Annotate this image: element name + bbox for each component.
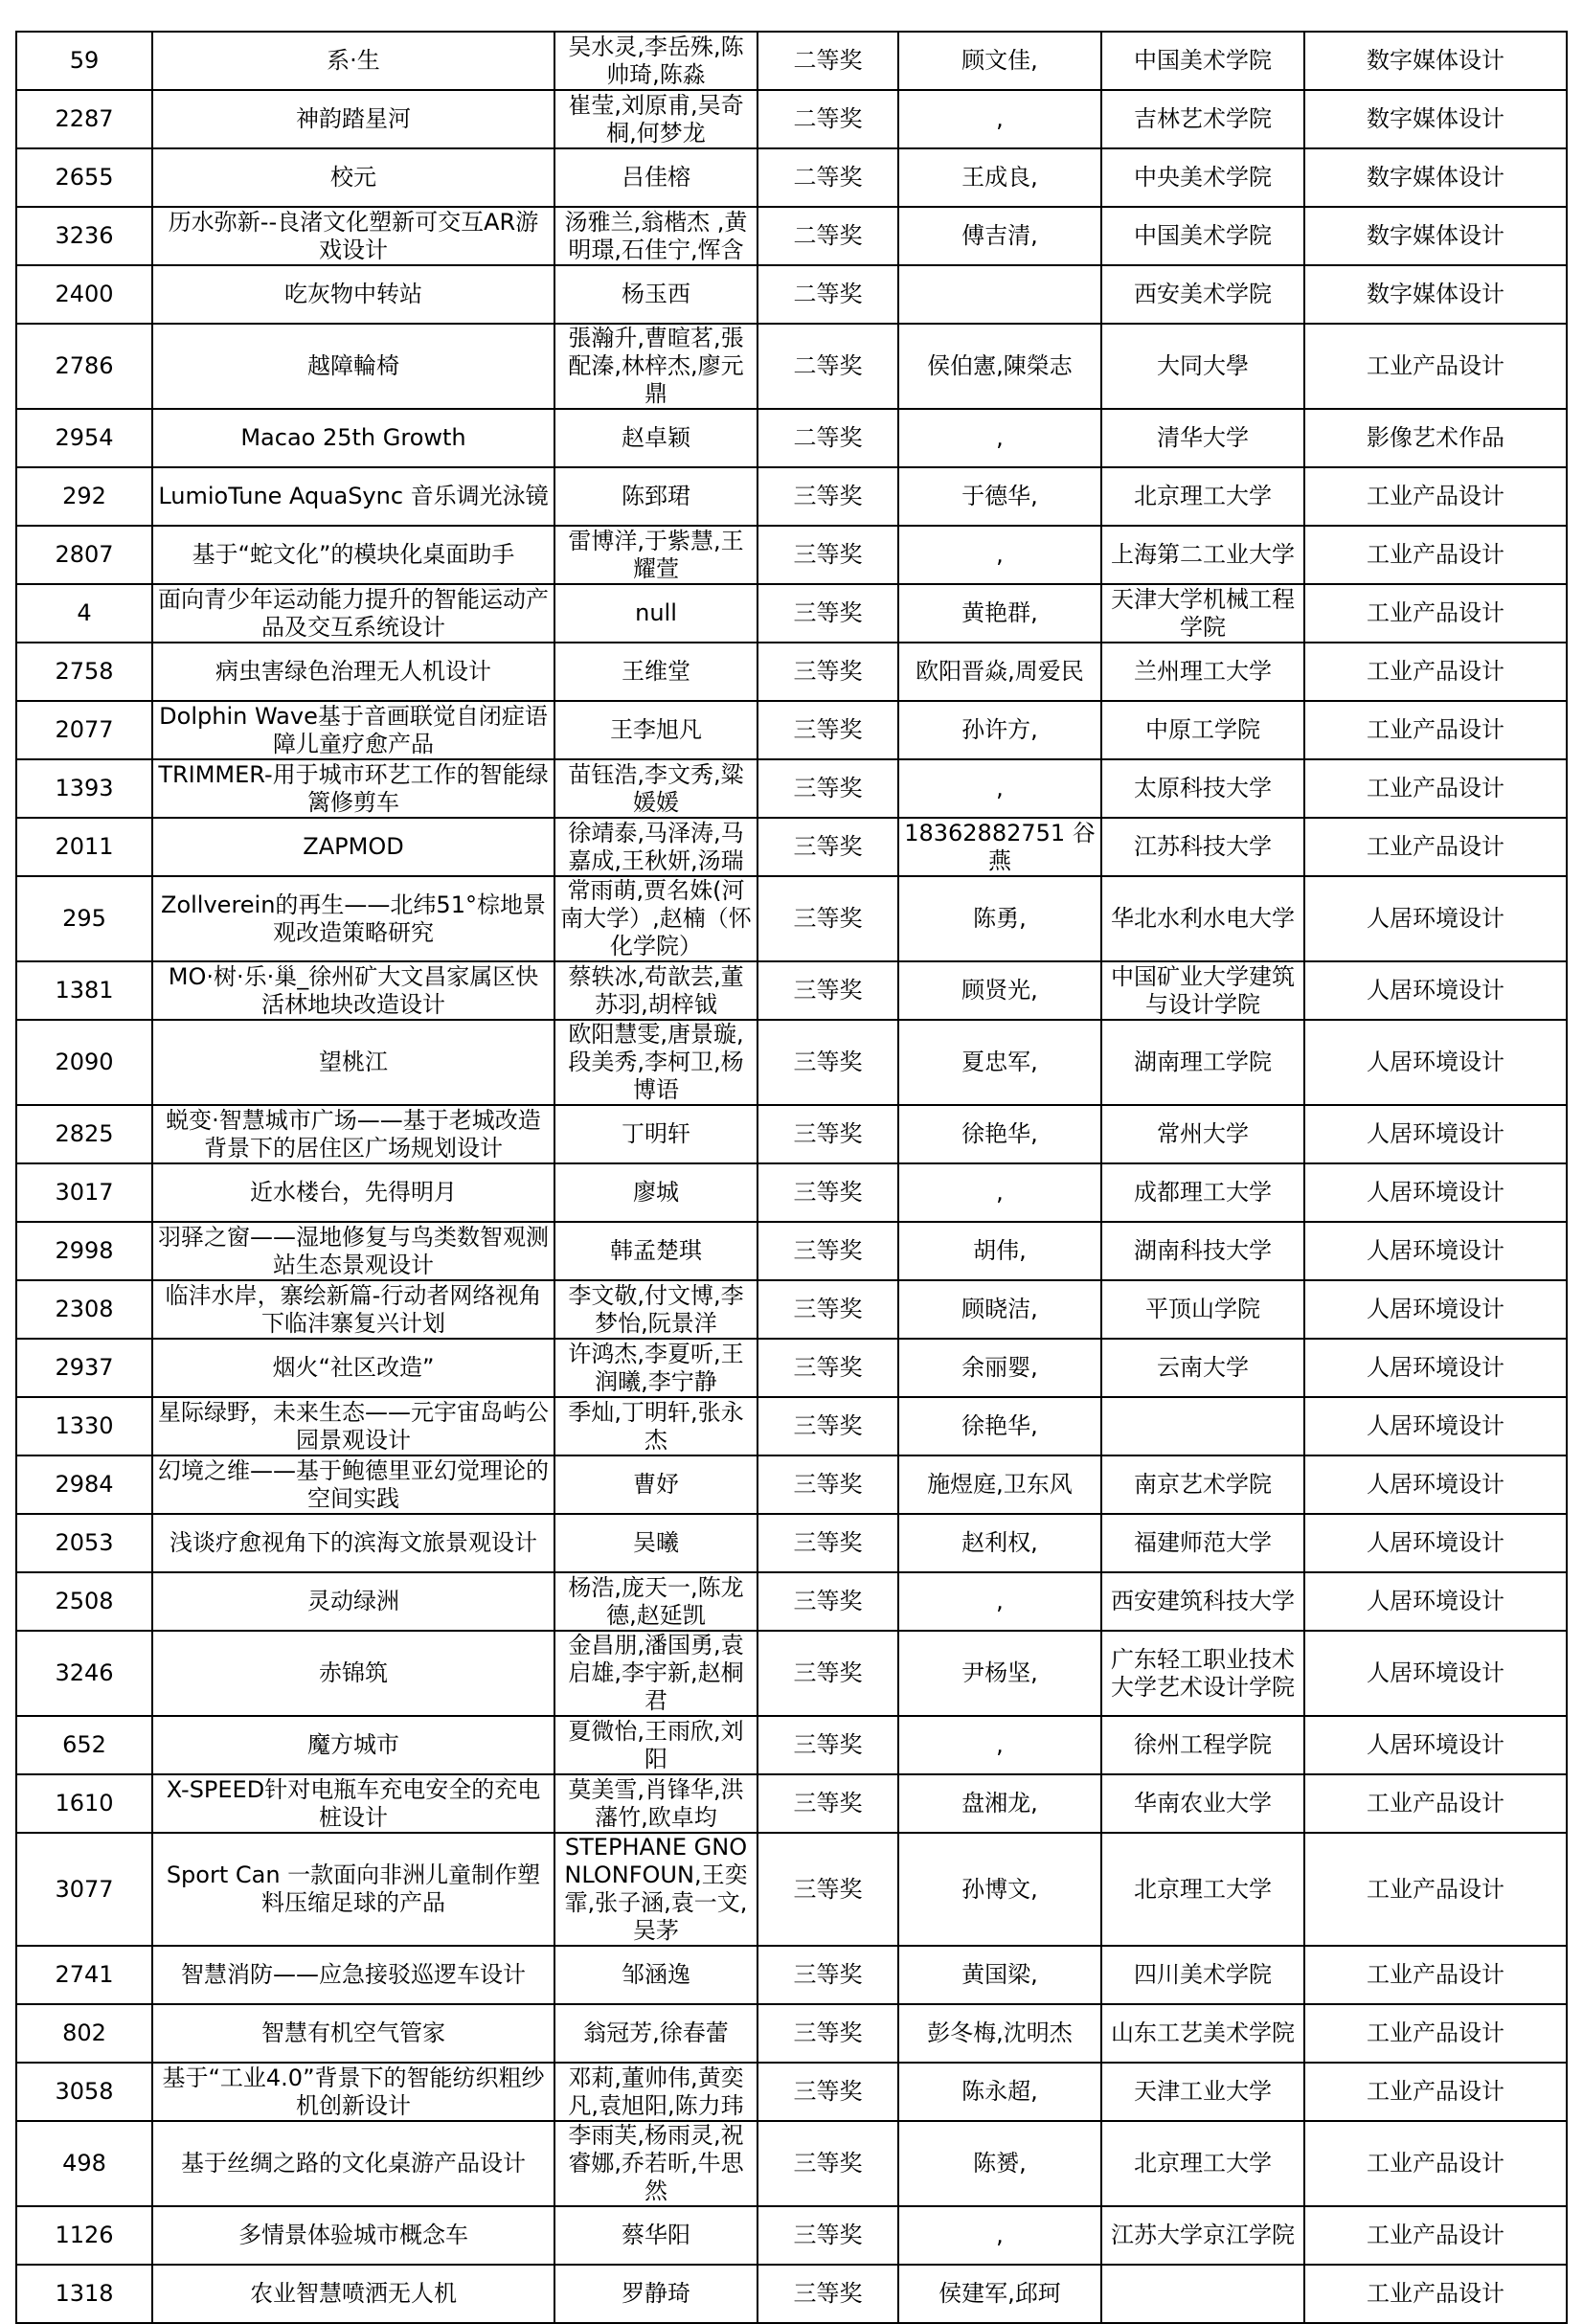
advisor-cell: 盘湘龙, xyxy=(898,1774,1101,1833)
school-cell: 福建师范大学 xyxy=(1101,1514,1304,1572)
school-cell: 南京艺术学院 xyxy=(1101,1455,1304,1514)
work-title-cell: 星际绿野，未来生态——元宇宙岛屿公园景观设计 xyxy=(152,1397,554,1455)
school-cell: 中原工学院 xyxy=(1101,701,1304,759)
table-row xyxy=(16,876,1567,961)
award-level-cell: 三等奖 xyxy=(758,1455,898,1514)
award-level-cell: 三等奖 xyxy=(758,1631,898,1716)
advisor-cell: 孙博文, xyxy=(898,1833,1101,1946)
school-cell: 常州大学 xyxy=(1101,1105,1304,1163)
entry-id-cell: 2758 xyxy=(16,643,152,701)
table-row xyxy=(16,1280,1567,1339)
advisor-cell: 侯伯憲,陳榮志 xyxy=(898,324,1101,409)
advisor-cell: 于德华, xyxy=(898,467,1101,526)
category-cell: 工业产品设计 xyxy=(1304,2265,1567,2323)
school-cell: 湖南科技大学 xyxy=(1101,1222,1304,1280)
table-row xyxy=(16,1774,1567,1833)
entry-id-cell: 2937 xyxy=(16,1339,152,1397)
work-title-cell: 近水楼台，先得明月 xyxy=(152,1163,554,1222)
table-row xyxy=(16,1455,1567,1514)
table-row xyxy=(16,467,1567,526)
school-cell: 西安建筑科技大学 xyxy=(1101,1572,1304,1631)
entry-id-cell: 652 xyxy=(16,1716,152,1774)
category-cell: 数字媒体设计 xyxy=(1304,265,1567,324)
team-members-cell: 廖城 xyxy=(554,1163,758,1222)
category-cell: 工业产品设计 xyxy=(1304,701,1567,759)
work-title-cell: 蜕变·智慧城市广场——基于老城改造背景下的居住区广场规划设计 xyxy=(152,1105,554,1163)
table-row xyxy=(16,1514,1567,1572)
work-title-cell: 灵动绿洲 xyxy=(152,1572,554,1631)
school-cell: 北京理工大学 xyxy=(1101,1833,1304,1946)
category-cell: 人居环境设计 xyxy=(1304,1514,1567,1572)
category-cell: 工业产品设计 xyxy=(1304,1946,1567,2004)
table-row xyxy=(16,1946,1567,2004)
award-level-cell: 二等奖 xyxy=(758,148,898,207)
advisor-cell: 黄艳群, xyxy=(898,584,1101,643)
table-row xyxy=(16,265,1567,324)
school-cell: 江苏大学京江学院 xyxy=(1101,2206,1304,2265)
entry-id-cell: 3017 xyxy=(16,1163,152,1222)
category-cell: 数字媒体设计 xyxy=(1304,148,1567,207)
work-title-cell: 基于“蛇文化”的模块化桌面助手 xyxy=(152,526,554,584)
category-cell: 人居环境设计 xyxy=(1304,1572,1567,1631)
category-cell: 工业产品设计 xyxy=(1304,2063,1567,2121)
entry-id-cell: 2508 xyxy=(16,1572,152,1631)
work-title-cell: X-SPEED针对电瓶车充电安全的充电桩设计 xyxy=(152,1774,554,1833)
advisor-cell: 顾晓洁, xyxy=(898,1280,1101,1339)
entry-id-cell: 2786 xyxy=(16,324,152,409)
award-level-cell: 三等奖 xyxy=(758,2004,898,2063)
award-level-cell: 二等奖 xyxy=(758,265,898,324)
school-cell: 湖南理工学院 xyxy=(1101,1020,1304,1105)
team-members-cell: 莫美雪,肖锋华,洪藩竹,欧卓均 xyxy=(554,1774,758,1833)
table-row xyxy=(16,818,1567,876)
advisor-cell: 顾文佳, xyxy=(898,32,1101,90)
entry-id-cell: 2998 xyxy=(16,1222,152,1280)
table-row xyxy=(16,2004,1567,2063)
advisor-cell: 徐艳华, xyxy=(898,1105,1101,1163)
work-title-cell: 基于丝绸之路的文化桌游产品设计 xyxy=(152,2121,554,2206)
award-level-cell: 二等奖 xyxy=(758,207,898,265)
category-cell: 人居环境设计 xyxy=(1304,961,1567,1020)
table-row xyxy=(16,207,1567,265)
entry-id-cell: 498 xyxy=(16,2121,152,2206)
school-cell: 天津大学机械工程学院 xyxy=(1101,584,1304,643)
advisor-cell: 傅吉清, xyxy=(898,207,1101,265)
table-row xyxy=(16,1020,1567,1105)
category-cell: 工业产品设计 xyxy=(1304,2121,1567,2206)
category-cell: 数字媒体设计 xyxy=(1304,90,1567,148)
team-members-cell: 曹妤 xyxy=(554,1455,758,1514)
table-row xyxy=(16,1631,1567,1716)
school-cell: 中国美术学院 xyxy=(1101,207,1304,265)
school-cell xyxy=(1101,2265,1304,2323)
award-level-cell: 三等奖 xyxy=(758,2265,898,2323)
table-body xyxy=(16,32,1567,2323)
category-cell: 工业产品设计 xyxy=(1304,324,1567,409)
work-title-cell: 农业智慧喷洒无人机 xyxy=(152,2265,554,2323)
entry-id-cell: 2741 xyxy=(16,1946,152,2004)
team-members-cell: 張瀚升,曹暄茗,張配溱,林梓杰,廖元鼎 xyxy=(554,324,758,409)
entry-id-cell: 1393 xyxy=(16,759,152,818)
team-members-cell: 王李旭凡 xyxy=(554,701,758,759)
school-cell: 中国矿业大学建筑与设计学院 xyxy=(1101,961,1304,1020)
work-title-cell: 越障輪椅 xyxy=(152,324,554,409)
advisor-cell: 夏忠军, xyxy=(898,1020,1101,1105)
award-level-cell: 三等奖 xyxy=(758,1222,898,1280)
work-title-cell: 赤锦筑 xyxy=(152,1631,554,1716)
advisor-cell: 王成良, xyxy=(898,148,1101,207)
work-title-cell: 吃灰物中转站 xyxy=(152,265,554,324)
school-cell: 华南农业大学 xyxy=(1101,1774,1304,1833)
advisor-cell: , xyxy=(898,526,1101,584)
category-cell: 人居环境设计 xyxy=(1304,1455,1567,1514)
work-title-cell: Sport Can 一款面向非洲儿童制作塑料压缩足球的产品 xyxy=(152,1833,554,1946)
school-cell: 天津工业大学 xyxy=(1101,2063,1304,2121)
category-cell: 工业产品设计 xyxy=(1304,1774,1567,1833)
category-cell: 工业产品设计 xyxy=(1304,818,1567,876)
advisor-cell: 陈赟, xyxy=(898,2121,1101,2206)
team-members-cell: 王维堂 xyxy=(554,643,758,701)
work-title-cell: 智慧有机空气管家 xyxy=(152,2004,554,2063)
school-cell: 广东轻工职业技术大学艺术设计学院 xyxy=(1101,1631,1304,1716)
table-row xyxy=(16,759,1567,818)
team-members-cell: 杨浩,庞天一,陈龙德,赵延凯 xyxy=(554,1572,758,1631)
school-cell: 吉林艺术学院 xyxy=(1101,90,1304,148)
advisor-cell: 胡伟, xyxy=(898,1222,1101,1280)
school-cell xyxy=(1101,1397,1304,1455)
team-members-cell: 季灿,丁明轩,张永杰 xyxy=(554,1397,758,1455)
advisor-cell: 黄国梁, xyxy=(898,1946,1101,2004)
entry-id-cell: 3246 xyxy=(16,1631,152,1716)
awards-table xyxy=(15,31,1568,2324)
award-level-cell: 三等奖 xyxy=(758,818,898,876)
school-cell: 江苏科技大学 xyxy=(1101,818,1304,876)
table-row xyxy=(16,1833,1567,1946)
table-row xyxy=(16,2063,1567,2121)
advisor-cell: 陈勇, xyxy=(898,876,1101,961)
category-cell: 人居环境设计 xyxy=(1304,1339,1567,1397)
work-title-cell: 基于“工业4.0”背景下的智能纺织粗纱机创新设计 xyxy=(152,2063,554,2121)
school-cell: 四川美术学院 xyxy=(1101,1946,1304,2004)
table-row xyxy=(16,1105,1567,1163)
award-level-cell: 二等奖 xyxy=(758,32,898,90)
table-row xyxy=(16,526,1567,584)
school-cell: 西安美术学院 xyxy=(1101,265,1304,324)
team-members-cell: 常雨萌,贾名姝(河南大学）,赵楠（怀化学院） xyxy=(554,876,758,961)
category-cell: 人居环境设计 xyxy=(1304,1163,1567,1222)
school-cell: 成都理工大学 xyxy=(1101,1163,1304,1222)
category-cell: 人居环境设计 xyxy=(1304,1105,1567,1163)
advisor-cell: 彭冬梅,沈明杰 xyxy=(898,2004,1101,2063)
table-row xyxy=(16,90,1567,148)
award-level-cell: 三等奖 xyxy=(758,1397,898,1455)
team-members-cell: 崔莹,刘原甫,吴奇桐,何梦龙 xyxy=(554,90,758,148)
table-row xyxy=(16,643,1567,701)
table-row xyxy=(16,148,1567,207)
work-title-cell: 幻境之维——基于鲍德里亚幻觉理论的空间实践 xyxy=(152,1455,554,1514)
award-level-cell: 三等奖 xyxy=(758,961,898,1020)
entry-id-cell: 2287 xyxy=(16,90,152,148)
award-level-cell: 三等奖 xyxy=(758,2063,898,2121)
work-title-cell: 校元 xyxy=(152,148,554,207)
advisor-cell xyxy=(898,265,1101,324)
team-members-cell: 邓莉,董帅伟,黄奕凡,袁旭阳,陈力玮 xyxy=(554,2063,758,2121)
award-level-cell: 三等奖 xyxy=(758,643,898,701)
award-level-cell: 三等奖 xyxy=(758,526,898,584)
category-cell: 工业产品设计 xyxy=(1304,526,1567,584)
work-title-cell: Zollverein的再生——北纬51°棕地景观改造策略研究 xyxy=(152,876,554,961)
award-level-cell: 三等奖 xyxy=(758,1572,898,1631)
table-row xyxy=(16,2206,1567,2265)
category-cell: 工业产品设计 xyxy=(1304,759,1567,818)
entry-id-cell: 2090 xyxy=(16,1020,152,1105)
team-members-cell: 邹涵逸 xyxy=(554,1946,758,2004)
school-cell: 太原科技大学 xyxy=(1101,759,1304,818)
table-row xyxy=(16,1339,1567,1397)
work-title-cell: 神韵踏星河 xyxy=(152,90,554,148)
school-cell: 徐州工程学院 xyxy=(1101,1716,1304,1774)
school-cell: 大同大學 xyxy=(1101,324,1304,409)
team-members-cell: 李雨芙,杨雨灵,祝睿娜,乔若昕,牛思然 xyxy=(554,2121,758,2206)
entry-id-cell: 3236 xyxy=(16,207,152,265)
advisor-cell: 侯建军,邱珂 xyxy=(898,2265,1101,2323)
work-title-cell: Dolphin Wave基于音画联觉自闭症语障儿童疗愈产品 xyxy=(152,701,554,759)
entry-id-cell: 3077 xyxy=(16,1833,152,1946)
category-cell: 数字媒体设计 xyxy=(1304,207,1567,265)
entry-id-cell: 2984 xyxy=(16,1455,152,1514)
table-row xyxy=(16,701,1567,759)
entry-id-cell: 1610 xyxy=(16,1774,152,1833)
table-row xyxy=(16,2121,1567,2206)
advisor-cell: 施煜庭,卫东风 xyxy=(898,1455,1101,1514)
award-level-cell: 三等奖 xyxy=(758,584,898,643)
category-cell: 人居环境设计 xyxy=(1304,1020,1567,1105)
team-members-cell: 李文敬,付文博,李梦怡,阮景洋 xyxy=(554,1280,758,1339)
entry-id-cell: 802 xyxy=(16,2004,152,2063)
school-cell: 北京理工大学 xyxy=(1101,467,1304,526)
table-row xyxy=(16,2265,1567,2323)
advisor-cell: , xyxy=(898,1572,1101,1631)
table-row xyxy=(16,32,1567,90)
team-members-cell: null xyxy=(554,584,758,643)
entry-id-cell: 2825 xyxy=(16,1105,152,1163)
table-row xyxy=(16,1572,1567,1631)
entry-id-cell: 59 xyxy=(16,32,152,90)
team-members-cell: 韩孟楚琪 xyxy=(554,1222,758,1280)
entry-id-cell: 2077 xyxy=(16,701,152,759)
award-level-cell: 二等奖 xyxy=(758,324,898,409)
entry-id-cell: 1381 xyxy=(16,961,152,1020)
entry-id-cell: 4 xyxy=(16,584,152,643)
category-cell: 人居环境设计 xyxy=(1304,1280,1567,1339)
team-members-cell: 金昌朋,潘国勇,袁启雄,李宇新,赵桐君 xyxy=(554,1631,758,1716)
work-title-cell: 羽驿之窗——湿地修复与鸟类数智观测站生态景观设计 xyxy=(152,1222,554,1280)
category-cell: 工业产品设计 xyxy=(1304,2004,1567,2063)
award-level-cell: 三等奖 xyxy=(758,1280,898,1339)
table-row xyxy=(16,409,1567,467)
team-members-cell: 吴曦 xyxy=(554,1514,758,1572)
team-members-cell: 蔡轶冰,苟歆芸,董苏羽,胡梓钺 xyxy=(554,961,758,1020)
award-level-cell: 二等奖 xyxy=(758,90,898,148)
advisor-cell: 陈永超, xyxy=(898,2063,1101,2121)
school-cell: 兰州理工大学 xyxy=(1101,643,1304,701)
team-members-cell: 罗静琦 xyxy=(554,2265,758,2323)
work-title-cell: ZAPMOD xyxy=(152,818,554,876)
advisor-cell: 顾贤光, xyxy=(898,961,1101,1020)
entry-id-cell: 292 xyxy=(16,467,152,526)
entry-id-cell: 2053 xyxy=(16,1514,152,1572)
award-level-cell: 三等奖 xyxy=(758,2121,898,2206)
award-level-cell: 三等奖 xyxy=(758,1946,898,2004)
work-title-cell: 烟火“社区改造” xyxy=(152,1339,554,1397)
entry-id-cell: 2400 xyxy=(16,265,152,324)
work-title-cell: Macao 25th Growth xyxy=(152,409,554,467)
advisor-cell: 18362882751 谷燕 xyxy=(898,818,1101,876)
award-level-cell: 三等奖 xyxy=(758,701,898,759)
advisor-cell: , xyxy=(898,90,1101,148)
team-members-cell: 汤雅兰,翁楷杰 ,黄明璟,石佳宁,恽含 xyxy=(554,207,758,265)
table-row xyxy=(16,1716,1567,1774)
team-members-cell: 蔡华阳 xyxy=(554,2206,758,2265)
school-cell: 云南大学 xyxy=(1101,1339,1304,1397)
advisor-cell: 尹杨坚, xyxy=(898,1631,1101,1716)
work-title-cell: 系·生 xyxy=(152,32,554,90)
advisor-cell: , xyxy=(898,759,1101,818)
category-cell: 工业产品设计 xyxy=(1304,1833,1567,1946)
table-row xyxy=(16,961,1567,1020)
award-level-cell: 三等奖 xyxy=(758,1716,898,1774)
team-members-cell: 陈郅珺 xyxy=(554,467,758,526)
work-title-cell: 病虫害绿色治理无人机设计 xyxy=(152,643,554,701)
table-row xyxy=(16,1397,1567,1455)
award-level-cell: 三等奖 xyxy=(758,1163,898,1222)
entry-id-cell: 2308 xyxy=(16,1280,152,1339)
award-level-cell: 三等奖 xyxy=(758,1833,898,1946)
team-members-cell: 杨玉西 xyxy=(554,265,758,324)
entry-id-cell: 2807 xyxy=(16,526,152,584)
work-title-cell: 智慧消防——应急接驳巡逻车设计 xyxy=(152,1946,554,2004)
award-level-cell: 三等奖 xyxy=(758,1514,898,1572)
table-row xyxy=(16,1163,1567,1222)
team-members-cell: 许鸿杰,李夏听,王润曦,李宁静 xyxy=(554,1339,758,1397)
advisor-cell: 余丽婴, xyxy=(898,1339,1101,1397)
category-cell: 影像艺术作品 xyxy=(1304,409,1567,467)
category-cell: 人居环境设计 xyxy=(1304,1222,1567,1280)
work-title-cell: 望桃江 xyxy=(152,1020,554,1105)
team-members-cell: 欧阳慧雯,唐景璇,段美秀,李柯卫,杨博语 xyxy=(554,1020,758,1105)
category-cell: 人居环境设计 xyxy=(1304,1631,1567,1716)
work-title-cell: 浅谈疗愈视角下的滨海文旅景观设计 xyxy=(152,1514,554,1572)
school-cell: 上海第二工业大学 xyxy=(1101,526,1304,584)
work-title-cell: 魔方城市 xyxy=(152,1716,554,1774)
team-members-cell: 吴水灵,李岳殊,陈帅琦,陈淼 xyxy=(554,32,758,90)
entry-id-cell: 295 xyxy=(16,876,152,961)
award-level-cell: 三等奖 xyxy=(758,2206,898,2265)
award-level-cell: 三等奖 xyxy=(758,1339,898,1397)
award-level-cell: 三等奖 xyxy=(758,467,898,526)
advisor-cell: 徐艳华, xyxy=(898,1397,1101,1455)
category-cell: 数字媒体设计 xyxy=(1304,32,1567,90)
school-cell: 平顶山学院 xyxy=(1101,1280,1304,1339)
entry-id-cell: 3058 xyxy=(16,2063,152,2121)
entry-id-cell: 1330 xyxy=(16,1397,152,1455)
award-level-cell: 三等奖 xyxy=(758,759,898,818)
team-members-cell: STEPHANE GNONLONFOUN,王奕霏,张子涵,袁一文,吴茅 xyxy=(554,1833,758,1946)
team-members-cell: 丁明轩 xyxy=(554,1105,758,1163)
category-cell: 人居环境设计 xyxy=(1304,1716,1567,1774)
work-title-cell: MO·树·乐·巢_徐州矿大文昌家属区快活林地块改造设计 xyxy=(152,961,554,1020)
advisor-cell: 欧阳晋焱,周爱民 xyxy=(898,643,1101,701)
advisor-cell: , xyxy=(898,2206,1101,2265)
table-row xyxy=(16,1222,1567,1280)
award-level-cell: 三等奖 xyxy=(758,1105,898,1163)
advisor-cell: , xyxy=(898,1163,1101,1222)
entry-id-cell: 1318 xyxy=(16,2265,152,2323)
work-title-cell: 临沣水岸，寨绘新篇-行动者网络视角下临沣寨复兴计划 xyxy=(152,1280,554,1339)
entry-id-cell: 2954 xyxy=(16,409,152,467)
entry-id-cell: 1126 xyxy=(16,2206,152,2265)
work-title-cell: LumioTune AquaSync 音乐调光泳镜 xyxy=(152,467,554,526)
advisor-cell: , xyxy=(898,1716,1101,1774)
team-members-cell: 雷博洋,于紫慧,王耀萱 xyxy=(554,526,758,584)
school-cell: 中央美术学院 xyxy=(1101,148,1304,207)
advisor-cell: 孙许方, xyxy=(898,701,1101,759)
team-members-cell: 翁冠芳,徐春蕾 xyxy=(554,2004,758,2063)
award-level-cell: 三等奖 xyxy=(758,1774,898,1833)
team-members-cell: 苗钰浩,李文秀,粱媛媛 xyxy=(554,759,758,818)
table-row xyxy=(16,324,1567,409)
category-cell: 工业产品设计 xyxy=(1304,643,1567,701)
team-members-cell: 赵卓颖 xyxy=(554,409,758,467)
team-members-cell: 吕佳榕 xyxy=(554,148,758,207)
advisor-cell: 赵利权, xyxy=(898,1514,1101,1572)
work-title-cell: 历水弥新--良渚文化塑新可交互AR游戏设计 xyxy=(152,207,554,265)
category-cell: 人居环境设计 xyxy=(1304,1397,1567,1455)
table-row xyxy=(16,584,1567,643)
team-members-cell: 徐靖泰,马泽涛,马嘉成,王秋妍,汤瑞 xyxy=(554,818,758,876)
team-members-cell: 夏微怡,王雨欣,刘阳 xyxy=(554,1716,758,1774)
category-cell: 工业产品设计 xyxy=(1304,467,1567,526)
school-cell: 北京理工大学 xyxy=(1101,2121,1304,2206)
category-cell: 人居环境设计 xyxy=(1304,876,1567,961)
school-cell: 华北水利水电大学 xyxy=(1101,876,1304,961)
work-title-cell: 多情景体验城市概念车 xyxy=(152,2206,554,2265)
award-level-cell: 三等奖 xyxy=(758,1020,898,1105)
advisor-cell: , xyxy=(898,409,1101,467)
category-cell: 工业产品设计 xyxy=(1304,584,1567,643)
work-title-cell: TRIMMER-用于城市环艺工作的智能绿篱修剪车 xyxy=(152,759,554,818)
school-cell: 清华大学 xyxy=(1101,409,1304,467)
award-level-cell: 三等奖 xyxy=(758,876,898,961)
school-cell: 中国美术学院 xyxy=(1101,32,1304,90)
school-cell: 山东工艺美术学院 xyxy=(1101,2004,1304,2063)
entry-id-cell: 2655 xyxy=(16,148,152,207)
award-level-cell: 二等奖 xyxy=(758,409,898,467)
category-cell: 工业产品设计 xyxy=(1304,2206,1567,2265)
work-title-cell: 面向青少年运动能力提升的智能运动产品及交互系统设计 xyxy=(152,584,554,643)
entry-id-cell: 2011 xyxy=(16,818,152,876)
